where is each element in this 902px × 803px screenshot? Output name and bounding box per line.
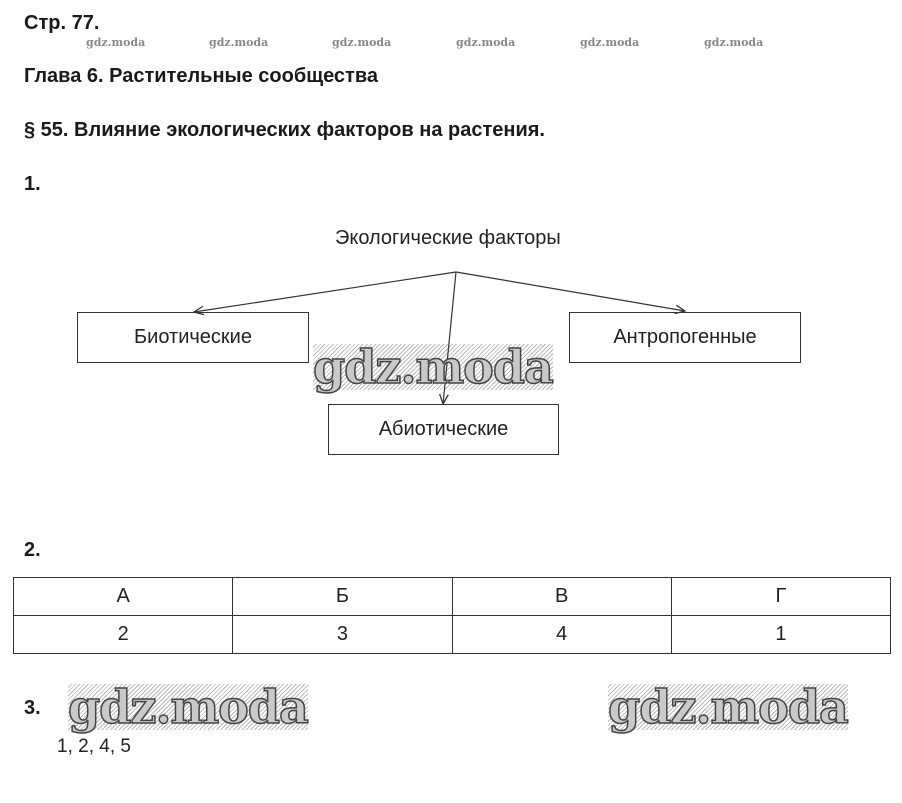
section-title: § 55. Влияние экологических факторов на растения. [24, 119, 545, 141]
task3-number: 3. [24, 697, 41, 719]
diagram-box-biotic: Биотические [77, 312, 309, 363]
answers-table [13, 577, 891, 654]
watermark-small: gdz.moda [580, 36, 640, 49]
page-label: Стр. 77. [24, 12, 100, 34]
watermark-small: gdz.moda [332, 36, 392, 49]
watermark-small: gdz.moda [704, 36, 764, 49]
watermark-small: gdz.moda [209, 36, 269, 49]
watermark-large: gdz.moda [68, 680, 308, 734]
diagram-box-anthropogenic: Антропогенные [569, 312, 801, 363]
arrow-to-biotic [194, 272, 456, 312]
table-header-cell: В [452, 578, 671, 616]
table-header-cell: Г [671, 578, 890, 616]
watermark-small: gdz.moda [86, 36, 146, 49]
table-cell: 3 [233, 616, 452, 654]
task3-answer: 1, 2, 4, 5 [57, 736, 131, 757]
table-header-cell: А [14, 578, 233, 616]
chapter-title: Глава 6. Растительные сообщества [24, 65, 379, 87]
table-cell: 4 [452, 616, 671, 654]
diagram-root-label: Экологические факторы [335, 227, 561, 249]
arrow-to-anthropogenic [456, 272, 685, 311]
watermark-small: gdz.moda [456, 36, 516, 49]
watermark-large: gdz.moda [313, 340, 553, 394]
table-cell: 1 [671, 616, 890, 654]
task1-number: 1. [24, 173, 41, 195]
table-cell: 2 [14, 616, 233, 654]
task2-number: 2. [24, 539, 41, 561]
table-header-row [14, 578, 891, 616]
table-row [14, 616, 891, 654]
watermark-large: gdz.moda [608, 680, 848, 734]
table-header-cell: Б [233, 578, 452, 616]
diagram-box-abiotic: Абиотические [328, 404, 559, 455]
